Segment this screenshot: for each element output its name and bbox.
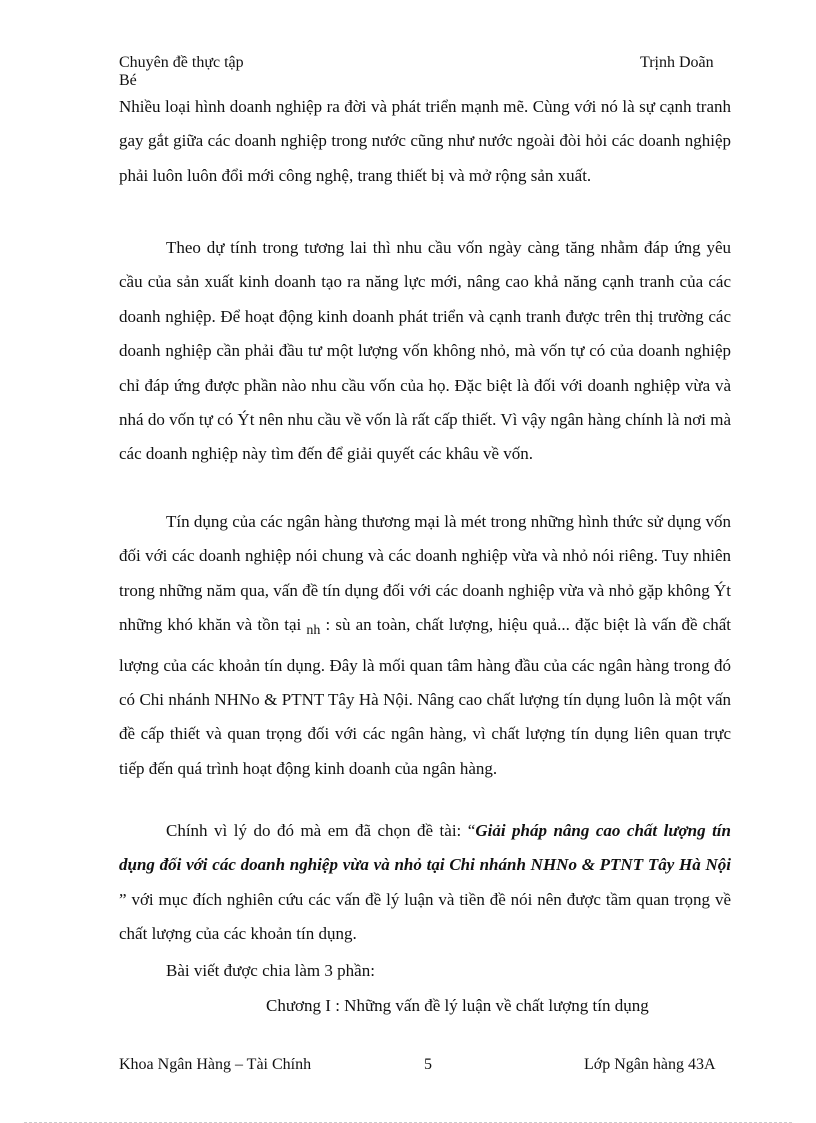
page-header-left — [119, 54, 279, 90]
paragraph-4-text-b: ” với mục đích nghiên cứu các vấn đề lý luận và tiền đề nói nên được tầm quan trọng về chất lượng của các khoản tín dụng. — [119, 889, 731, 944]
footer-department: Khoa Ngân Hàng – Tài Chính — [119, 1056, 312, 1073]
paragraph-3-subscript: nh — [306, 623, 321, 639]
paragraph-1: Nhiều loại hình doanh nghiệp ra đời và phát triển mạnh mẽ. Cùng với nó là sự cạnh tranh gay gắt giữa các doanh nghiệp trong nước cũng như nước ngoài đòi hỏi các doanh nghiệp phải luôn luôn đổi mới công nghệ, trang thiết bị và mở rộng sản xuất. — [119, 97, 731, 185]
paragraph-3 — [119, 505, 731, 786]
header-title-cont: Bé — [119, 72, 137, 89]
header-title: Chuyên đề thực tập — [119, 54, 244, 71]
paragraph-3-text-a: Tín dụng của các ngân hàng thương mại là mét trong những hình thức sử dụng vốn đối với các doanh nghiệp nói chung và các doanh nghiệp vừa và nhỏ nói riêng. Tuy nhiên trong những năm qua, vấn đề tín dụng đối với các doanh nghiệp vừa và nhỏ gặp không Ýt những khó khăn và tồn tại — [119, 512, 731, 635]
thesis-title: Giải pháp nâng cao chất lượng tín dụng đối với các doanh nghiệp vừa và nhỏ tại Chi nhánh NHNo & PTNT Tây Hà Nội — [119, 821, 731, 875]
paragraph-2: Theo dự tính trong tương lai thì nhu cầu vốn ngày càng tăng nhằm đáp ứng yêu cầu của sản xuất kinh doanh tạo ra năng lực mới, nâng cao khả năng cạnh tranh của các doanh nghiệp. Để hoạt động kinh doanh phát triển và cạnh tranh được trên thị trường các doanh nghiệp cần phải đầu tư một lượng vốn không nhỏ, mà vốn tự có của doanh nghiệp chỉ đáp ứng được phần nào nhu cầu vốn của họ. Đặc biệt là đối với doanh nghiệp vừa và nhá do vốn tự có Ýt nên nhu cầu về vốn là rất cấp thiết. Vì vậy ngân hàng chính là nơi mà các doanh nghiệp này tìm đến để giải quyết các khâu về vốn. — [119, 238, 731, 464]
header-author: Trịnh Doãn — [640, 54, 714, 71]
page-number: 5 — [424, 1056, 432, 1073]
chapter-1-line: Chương I : Những vấn đề lý luận về chất lượng tín dụng — [266, 996, 649, 1015]
footer-class: Lớp Ngân hàng 43A — [584, 1056, 716, 1073]
paragraph-4-text-a: Chính vì lý do đó mà em đã chọn đề tài: “ — [166, 821, 476, 840]
paragraph-3-text-b: : sù an toàn, chất lượng, hiệu quả... đặc biệt là vấn đề chất lượng của các khoản tín dụng. Đây là mối quan tâm hàng đầu của các ngân hàng trong đó có Chi nhánh NHNo & PTNT Tây Hà Nội. Nâng cao chất lượng tín dụng luôn là một vấn đề cấp thiết và quan trọng đối với các ngân hàng, vì chất lượng tín dụng liên quan trực tiếp đến quá trình hoạt động kinh doanh của ngân hàng. — [119, 615, 732, 778]
paragraph-4 — [119, 814, 731, 952]
paragraph-5: Bài viết được chia làm 3 phần: — [166, 961, 375, 980]
